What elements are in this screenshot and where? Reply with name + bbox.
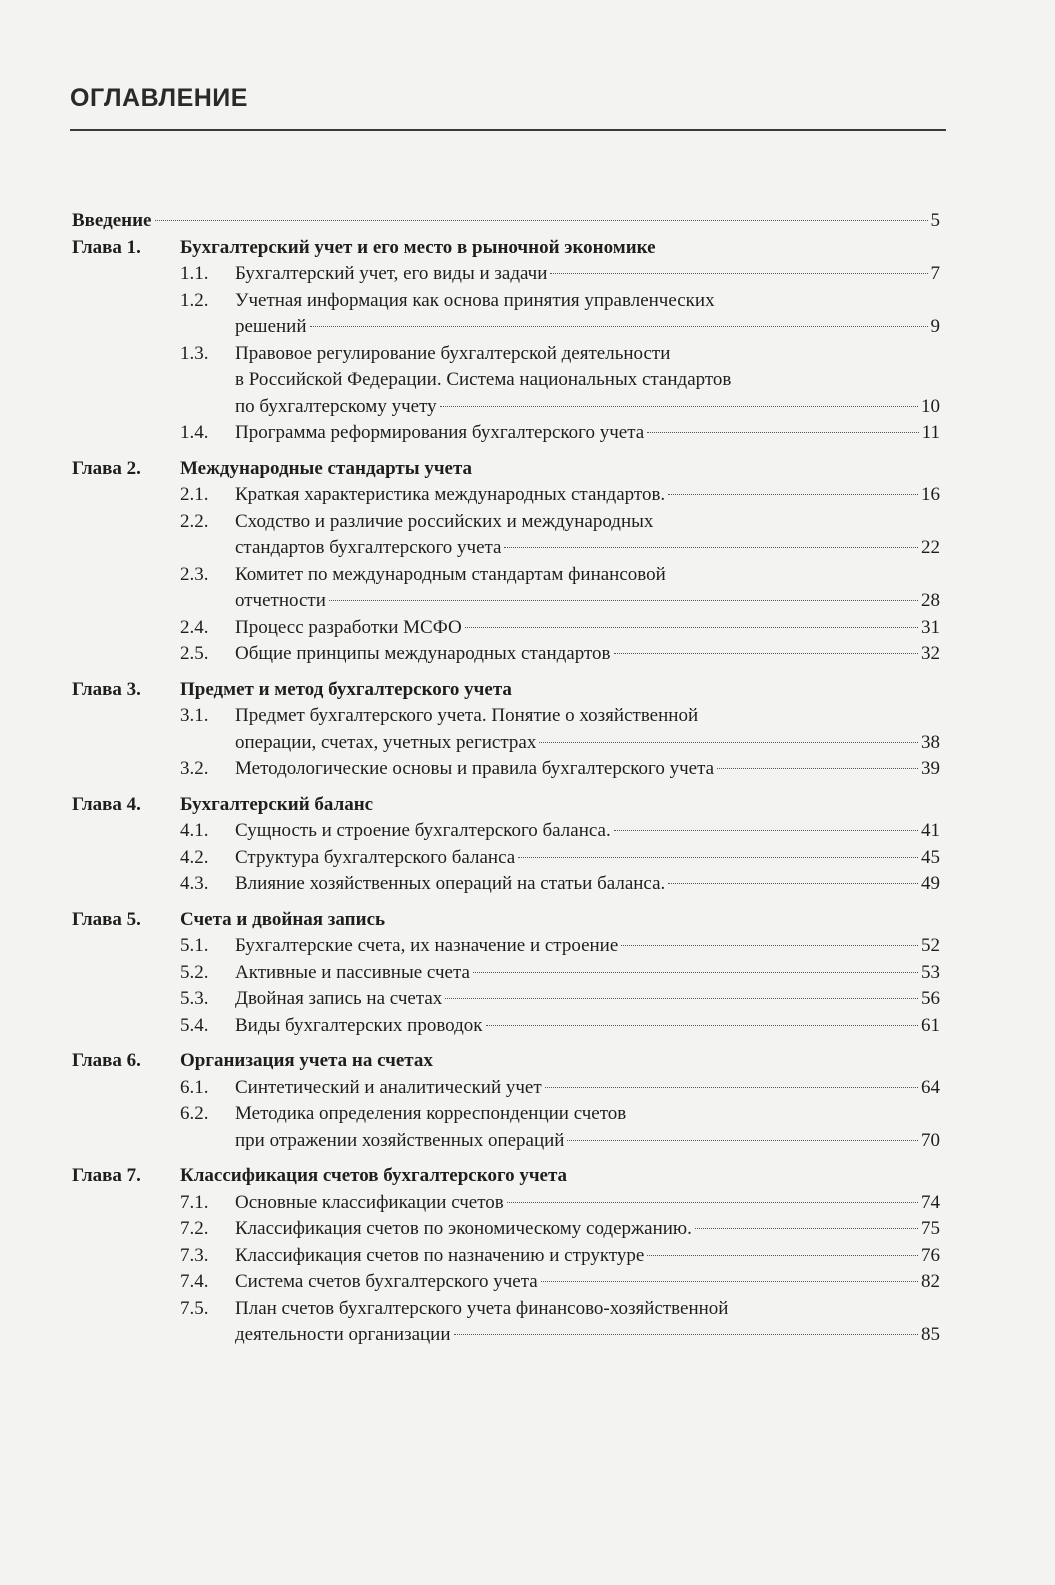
entry-last-line: [235, 756, 940, 783]
toc-entry: [72, 845, 940, 872]
toc-entry: [72, 288, 940, 341]
entry-number: 2.2.: [180, 510, 209, 532]
chapter-heading: [72, 907, 940, 934]
leader-dots: [567, 1140, 918, 1141]
entry-last-line: [235, 818, 940, 845]
leader-dots: [473, 972, 918, 973]
entry-text: [235, 933, 940, 960]
intro-label: Введение: [72, 210, 152, 231]
entry-text: [235, 288, 940, 341]
entry-last-line: [235, 730, 940, 757]
entry-page: 7: [930, 263, 940, 284]
toc-entry: [72, 641, 940, 668]
entry-text: [235, 1269, 940, 1296]
entry-text: [235, 703, 940, 756]
leader-dots: [539, 742, 918, 743]
leader-dots: [668, 883, 918, 884]
entry-last-line: [235, 588, 940, 615]
entry-number: 2.4.: [180, 616, 209, 638]
entry-number: 1.4.: [180, 422, 209, 443]
toc-entry: [72, 420, 940, 447]
entry-line: решений: [235, 316, 307, 337]
entry-number: 2.3.: [180, 563, 209, 585]
toc-entry: [72, 1075, 940, 1102]
entry-number: 1.1.: [180, 263, 209, 284]
entry-page: 49: [921, 873, 940, 894]
entry-text: [235, 341, 940, 421]
chapter-label: Глава 5.: [72, 908, 141, 930]
entry-last-line: [235, 1269, 940, 1296]
entry-page: 31: [921, 616, 940, 638]
toc-entry: [72, 1190, 940, 1217]
entry-line: отчетности: [235, 590, 326, 611]
leader-dots: [621, 945, 918, 946]
toc-entry: [72, 1269, 940, 1296]
toc-entry: [72, 1101, 940, 1154]
entry-line: по бухгалтерскому учету: [235, 395, 437, 417]
toc-entry: [72, 1216, 940, 1243]
chapter-title: Организация учета на счетах: [180, 1050, 433, 1071]
entry-last-line: [235, 845, 940, 872]
entry-line: Синтетический и аналитический учет: [235, 1076, 542, 1098]
entry-page: 61: [921, 1014, 940, 1036]
entry-line: Двойная запись на счетах: [235, 988, 443, 1009]
entry-page: 74: [921, 1191, 940, 1213]
chapter-title: Бухгалтерский учет и его место в рыночной экономике: [180, 236, 656, 258]
entry-line: Классификация счетов по экономическому содержанию.: [235, 1218, 692, 1239]
leader-dots: [504, 547, 918, 548]
toc-chapter: [72, 907, 940, 1040]
entry-line: при отражении хозяйственных операций: [235, 1129, 565, 1151]
entry-number: 7.3.: [180, 1244, 209, 1266]
toc-entry: [72, 1243, 940, 1270]
entry-text: [235, 1101, 940, 1154]
entry-number: 3.2.: [180, 758, 209, 779]
leader-dots: [647, 1255, 918, 1256]
entry-text: [235, 871, 940, 898]
chapter-heading: [72, 792, 940, 819]
entry-text: [235, 615, 940, 642]
chapter-heading: [72, 235, 940, 262]
chapters-list: [72, 235, 940, 1349]
entry-line: Учетная информация как основа принятия управленческих: [235, 289, 715, 311]
toc-entry: [72, 482, 940, 509]
entry-line: стандартов бухгалтерского учета: [235, 537, 502, 558]
entry-text: [235, 509, 940, 562]
entry-page: 32: [921, 643, 940, 664]
leader-dots: [486, 1025, 918, 1026]
chapter-heading: [72, 1163, 940, 1190]
chapter-title: Международные стандарты учета: [180, 457, 473, 479]
entry-page: 45: [921, 846, 940, 868]
chapter-heading: [72, 677, 940, 704]
entry-line: Основные классификации счетов: [235, 1191, 504, 1213]
entry-last-line: [235, 960, 940, 987]
entry-last-line: [235, 1128, 940, 1155]
entry-text: [235, 1013, 940, 1040]
toc-entry: [72, 261, 940, 288]
entry-line: Бухгалтерские счета, их назначение и строение: [235, 935, 619, 956]
entry-number: 4.3.: [180, 873, 209, 894]
entry-line: Программа реформирования бухгалтерского учета: [235, 422, 645, 443]
entry-line: Классификация счетов по назначению и структуре: [235, 1244, 645, 1266]
entry-line: в Российской Федерации. Система национальных стандартов: [235, 369, 732, 390]
toc-entry: [72, 933, 940, 960]
toc-chapter: [72, 1048, 940, 1154]
entry-line: Предмет бухгалтерского учета. Понятие о хозяйственной: [235, 705, 699, 726]
toc-entry: [72, 562, 940, 615]
chapter-label: Глава 1.: [72, 236, 141, 258]
entry-text: [235, 1243, 940, 1270]
toc-entry: [72, 615, 940, 642]
entry-last-line: [235, 1243, 940, 1270]
entry-last-line: [235, 1322, 940, 1349]
entry-line: Комитет по международным стандартам финансовой: [235, 563, 666, 585]
entry-text: [235, 1216, 940, 1243]
table-of-contents: [72, 208, 940, 1349]
entry-number: 4.1.: [180, 820, 209, 841]
toc-chapter: [72, 1163, 940, 1349]
entry-number: 5.1.: [180, 935, 209, 956]
page-title: ОГЛАВЛЕНИЕ: [70, 84, 248, 112]
entry-line: деятельности организации: [235, 1324, 451, 1345]
entry-number: 6.1.: [180, 1076, 209, 1098]
toc-entry: [72, 703, 940, 756]
entry-text: [235, 986, 940, 1013]
entry-line: Влияние хозяйственных операций на статьи баланса.: [235, 873, 666, 894]
toc-entry: [72, 960, 940, 987]
entry-text: [235, 420, 940, 447]
chapter-label: Глава 3.: [72, 678, 141, 700]
entry-page: 85: [921, 1324, 940, 1345]
entry-text: [235, 845, 940, 872]
intro-page: 5: [930, 210, 940, 231]
entry-last-line: [235, 615, 940, 642]
entry-last-line: [235, 420, 940, 447]
entry-last-line: [235, 1216, 940, 1243]
entry-last-line: [235, 986, 940, 1013]
entry-line: Методологические основы и правила бухгалтерского учета: [235, 758, 715, 779]
entry-number: 6.2.: [180, 1103, 209, 1124]
toc-intro-row: [72, 208, 940, 235]
entry-page: 70: [921, 1129, 940, 1151]
chapter-label: Глава 6.: [72, 1050, 141, 1071]
leader-dots: [465, 627, 918, 628]
entry-page: 64: [921, 1076, 940, 1098]
entry-line: Сходство и различие российских и международных: [235, 510, 654, 532]
leader-dots: [545, 1087, 918, 1088]
toc-entry: [72, 818, 940, 845]
chapter-title: Предмет и метод бухгалтерского учета: [180, 678, 512, 700]
entry-text: [235, 960, 940, 987]
leader-dots: [454, 1334, 918, 1335]
entry-line: Краткая характеристика международных стандартов.: [235, 484, 666, 505]
leader-dots: [668, 494, 918, 495]
entry-page: 11: [921, 422, 940, 443]
toc-entry: [72, 986, 940, 1013]
chapter-label: Глава 2.: [72, 457, 141, 479]
entry-page: 82: [921, 1271, 940, 1292]
entry-line: Система счетов бухгалтерского учета: [235, 1271, 538, 1292]
entry-number: 5.3.: [180, 988, 209, 1009]
chapter-heading: [72, 456, 940, 483]
entry-number: 4.2.: [180, 846, 209, 868]
toc-chapter: [72, 792, 940, 898]
entry-page: 9: [930, 316, 940, 337]
leader-dots: [614, 830, 918, 831]
entry-line: Бухгалтерский учет, его виды и задачи: [235, 263, 548, 284]
entry-last-line: [235, 1075, 940, 1102]
entry-page: 39: [921, 758, 940, 779]
entry-line: Общие принципы международных стандартов: [235, 643, 611, 664]
entry-number: 2.5.: [180, 643, 209, 664]
entry-line: Сущность и строение бухгалтерского баланса.: [235, 820, 611, 841]
entry-number: 1.3.: [180, 342, 209, 364]
entry-page: 76: [921, 1244, 940, 1266]
leader-dots: [155, 220, 928, 221]
chapter-label: Глава 4.: [72, 793, 141, 815]
entry-number: 3.1.: [180, 705, 209, 726]
entry-line: Методика определения корреспонденции счетов: [235, 1103, 627, 1124]
entry-last-line: [235, 1013, 940, 1040]
entry-text: [235, 756, 940, 783]
entry-number: 7.2.: [180, 1218, 209, 1239]
leader-dots: [518, 857, 918, 858]
entry-line: Активные и пассивные счета: [235, 961, 470, 983]
entry-text: [235, 261, 940, 288]
title-rule: [70, 129, 946, 131]
toc-entry: [72, 509, 940, 562]
entry-number: 7.4.: [180, 1271, 209, 1292]
leader-dots: [614, 653, 919, 654]
leader-dots: [310, 326, 928, 327]
leader-dots: [717, 768, 918, 769]
leader-dots: [647, 432, 919, 433]
entry-line: План счетов бухгалтерского учета финансово-хозяйственной: [235, 1297, 729, 1319]
entry-page: 22: [921, 537, 940, 558]
entry-last-line: [235, 641, 940, 668]
entry-page: 52: [921, 935, 940, 956]
toc-entry: [72, 1013, 940, 1040]
entry-page: 41: [921, 820, 940, 841]
chapter-title: Бухгалтерский баланс: [180, 793, 374, 815]
entry-number: 7.5.: [180, 1297, 209, 1319]
toc-entry: [72, 1296, 940, 1349]
entry-line: Процесс разработки МСФО: [235, 616, 462, 638]
toc-entry: [72, 756, 940, 783]
entry-number: 5.2.: [180, 961, 209, 983]
entry-page: 75: [921, 1218, 940, 1239]
entry-number: 1.2.: [180, 289, 209, 311]
toc-entry: [72, 341, 940, 421]
entry-last-line: [235, 871, 940, 898]
leader-dots: [329, 600, 918, 601]
entry-text: [235, 818, 940, 845]
entry-last-line: [235, 1190, 940, 1217]
chapter-title: Классификация счетов бухгалтерского учета: [180, 1165, 568, 1186]
toc-chapter: [72, 235, 940, 447]
chapter-heading: [72, 1048, 940, 1075]
chapter-label: Глава 7.: [72, 1165, 141, 1186]
leader-dots: [440, 406, 918, 407]
toc-entry: [72, 871, 940, 898]
entry-page: 56: [921, 988, 940, 1009]
entry-page: 16: [921, 484, 940, 505]
toc-chapter: [72, 456, 940, 668]
entry-last-line: [235, 535, 940, 562]
entry-last-line: [235, 261, 940, 288]
entry-text: [235, 1075, 940, 1102]
entry-line: Структура бухгалтерского баланса: [235, 846, 516, 868]
entry-page: 28: [921, 590, 940, 611]
entry-line: Виды бухгалтерских проводок: [235, 1014, 483, 1036]
entry-last-line: [235, 933, 940, 960]
entry-page: 10: [921, 395, 940, 417]
leader-dots: [445, 998, 918, 999]
leader-dots: [541, 1281, 918, 1282]
leader-dots: [507, 1202, 918, 1203]
chapter-title: Счета и двойная запись: [180, 908, 386, 930]
entry-page: 53: [921, 961, 940, 983]
entry-number: 5.4.: [180, 1014, 209, 1036]
leader-dots: [695, 1228, 918, 1229]
toc-chapter: [72, 677, 940, 783]
entry-page: 38: [921, 731, 940, 753]
entry-text: [235, 562, 940, 615]
entry-number: 7.1.: [180, 1191, 209, 1213]
entry-text: [235, 641, 940, 668]
leader-dots: [550, 273, 927, 274]
entry-last-line: [235, 482, 940, 509]
entry-last-line: [235, 314, 940, 341]
entry-text: [235, 1296, 940, 1349]
entry-text: [235, 482, 940, 509]
entry-line: операции, счетах, учетных регистрах: [235, 731, 537, 753]
entry-text: [235, 1190, 940, 1217]
entry-line: Правовое регулирование бухгалтерской деятельности: [235, 342, 671, 364]
entry-last-line: [235, 394, 940, 421]
entry-number: 2.1.: [180, 484, 209, 505]
